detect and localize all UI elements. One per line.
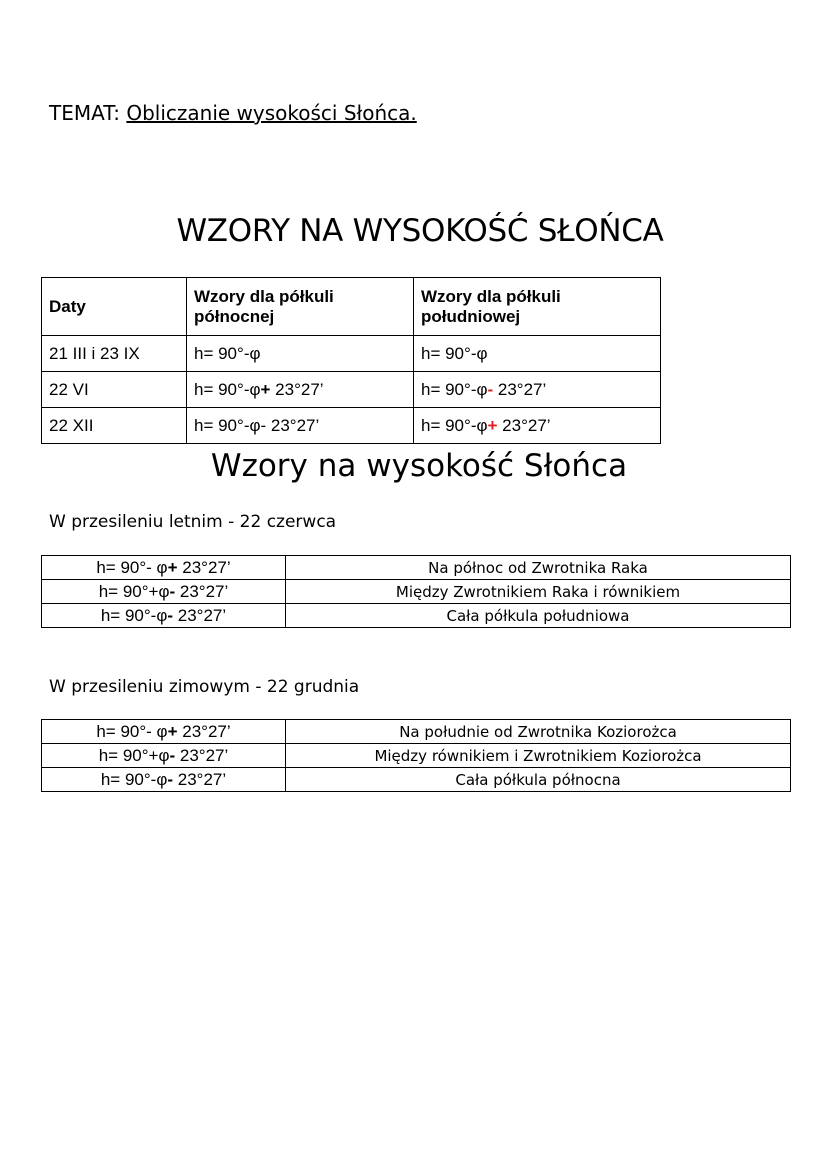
description-cell: Na południe od Zwrotnika Koziorożca [286,720,791,744]
main-heading: WZORY NA WYSOKOŚĆ SŁOŃCA [176,213,664,249]
formula-part: h= 90°-φ [421,415,488,435]
row-date: 21 III i 23 IX [42,336,187,372]
formula-operator-red: + [487,415,498,435]
formula-part: h= 90°- φ [96,557,168,577]
row-date: 22 VI [42,372,187,408]
topic-title: Obliczanie wysokości Słońca. [126,101,417,125]
row-date: 22 XII [42,408,187,444]
topic-label: TEMAT: [49,101,120,125]
formula-part: 23°27’ [177,557,231,577]
table-row [42,556,791,580]
row-north-formula: h= 90°-φ- 23°27’ [187,408,414,444]
table-row [42,604,791,628]
formula-cell [42,556,286,580]
description-cell: Cała półkula północna [286,768,791,792]
formula-part: 23°27’ [173,769,227,789]
formula-cell [42,604,286,628]
row-north-formula: h= 90°-φ [187,336,414,372]
table-row [42,580,791,604]
formula-part: 23°27’ [270,379,324,399]
formula-cell [42,768,286,792]
topic-line [49,101,417,125]
row-north-formula [187,372,414,408]
formula-part: 23°27’ [175,581,229,601]
description-cell: Między równikiem i Zwrotnikiem Koziorożca [286,744,791,768]
header-south-line2: południowej [421,306,521,326]
table-row [42,372,661,408]
formula-operator: - [167,769,174,789]
winter-table [41,719,791,792]
formulas-table [41,277,661,444]
formula-part: h= 90°-φ [194,379,261,399]
formula-part: h= 90°-φ [100,605,168,625]
formula-operator: - [169,581,176,601]
description-cell: Na północ od Zwrotnika Raka [286,556,791,580]
formula-part: 23°27’ [173,605,227,625]
formula-part: h= 90°-φ [100,769,168,789]
header-south [414,278,661,336]
header-north-line1: Wzory dla półkuli [194,286,334,306]
row-south-formula [414,372,661,408]
formula-part: h= 90°+φ [98,745,170,765]
header-north-line2: północnej [194,306,275,326]
description-cell: Cała półkula południowa [286,604,791,628]
table-row [42,408,661,444]
formula-part: 23°27’ [175,745,229,765]
table-row [42,720,791,744]
formula-part: h= 90°- φ [96,721,168,741]
formula-part: 23°27’ [493,379,547,399]
summer-title: W przesileniu letnim - 22 czerwca [49,512,337,532]
formula-part: h= 90°-φ [421,379,488,399]
table-header-row [42,278,661,336]
header-south-line1: Wzory dla półkuli [421,286,561,306]
formula-part: 23°27’ [177,721,231,741]
formula-cell [42,744,286,768]
formula-cell [42,720,286,744]
formula-operator: + [167,721,178,741]
table-row [42,336,661,372]
summer-table [41,555,791,628]
row-south-formula: h= 90°-φ [414,336,661,372]
table-row [42,744,791,768]
formula-operator: + [167,557,178,577]
formula-operator: - [169,745,176,765]
formula-operator: - [167,605,174,625]
sub-heading: Wzory na wysokość Słońca [210,448,628,484]
formula-cell [42,580,286,604]
header-dates: Daty [42,278,187,336]
row-south-formula [414,408,661,444]
winter-title: W przesileniu zimowym - 22 grudnia [49,677,360,697]
table-row [42,768,791,792]
header-north [187,278,414,336]
formula-part: 23°27’ [497,415,551,435]
description-cell: Między Zwrotnikiem Raka i równikiem [286,580,791,604]
formula-part: h= 90°+φ [98,581,170,601]
formula-operator: + [260,379,271,399]
formula-operator-red: - [487,379,494,399]
